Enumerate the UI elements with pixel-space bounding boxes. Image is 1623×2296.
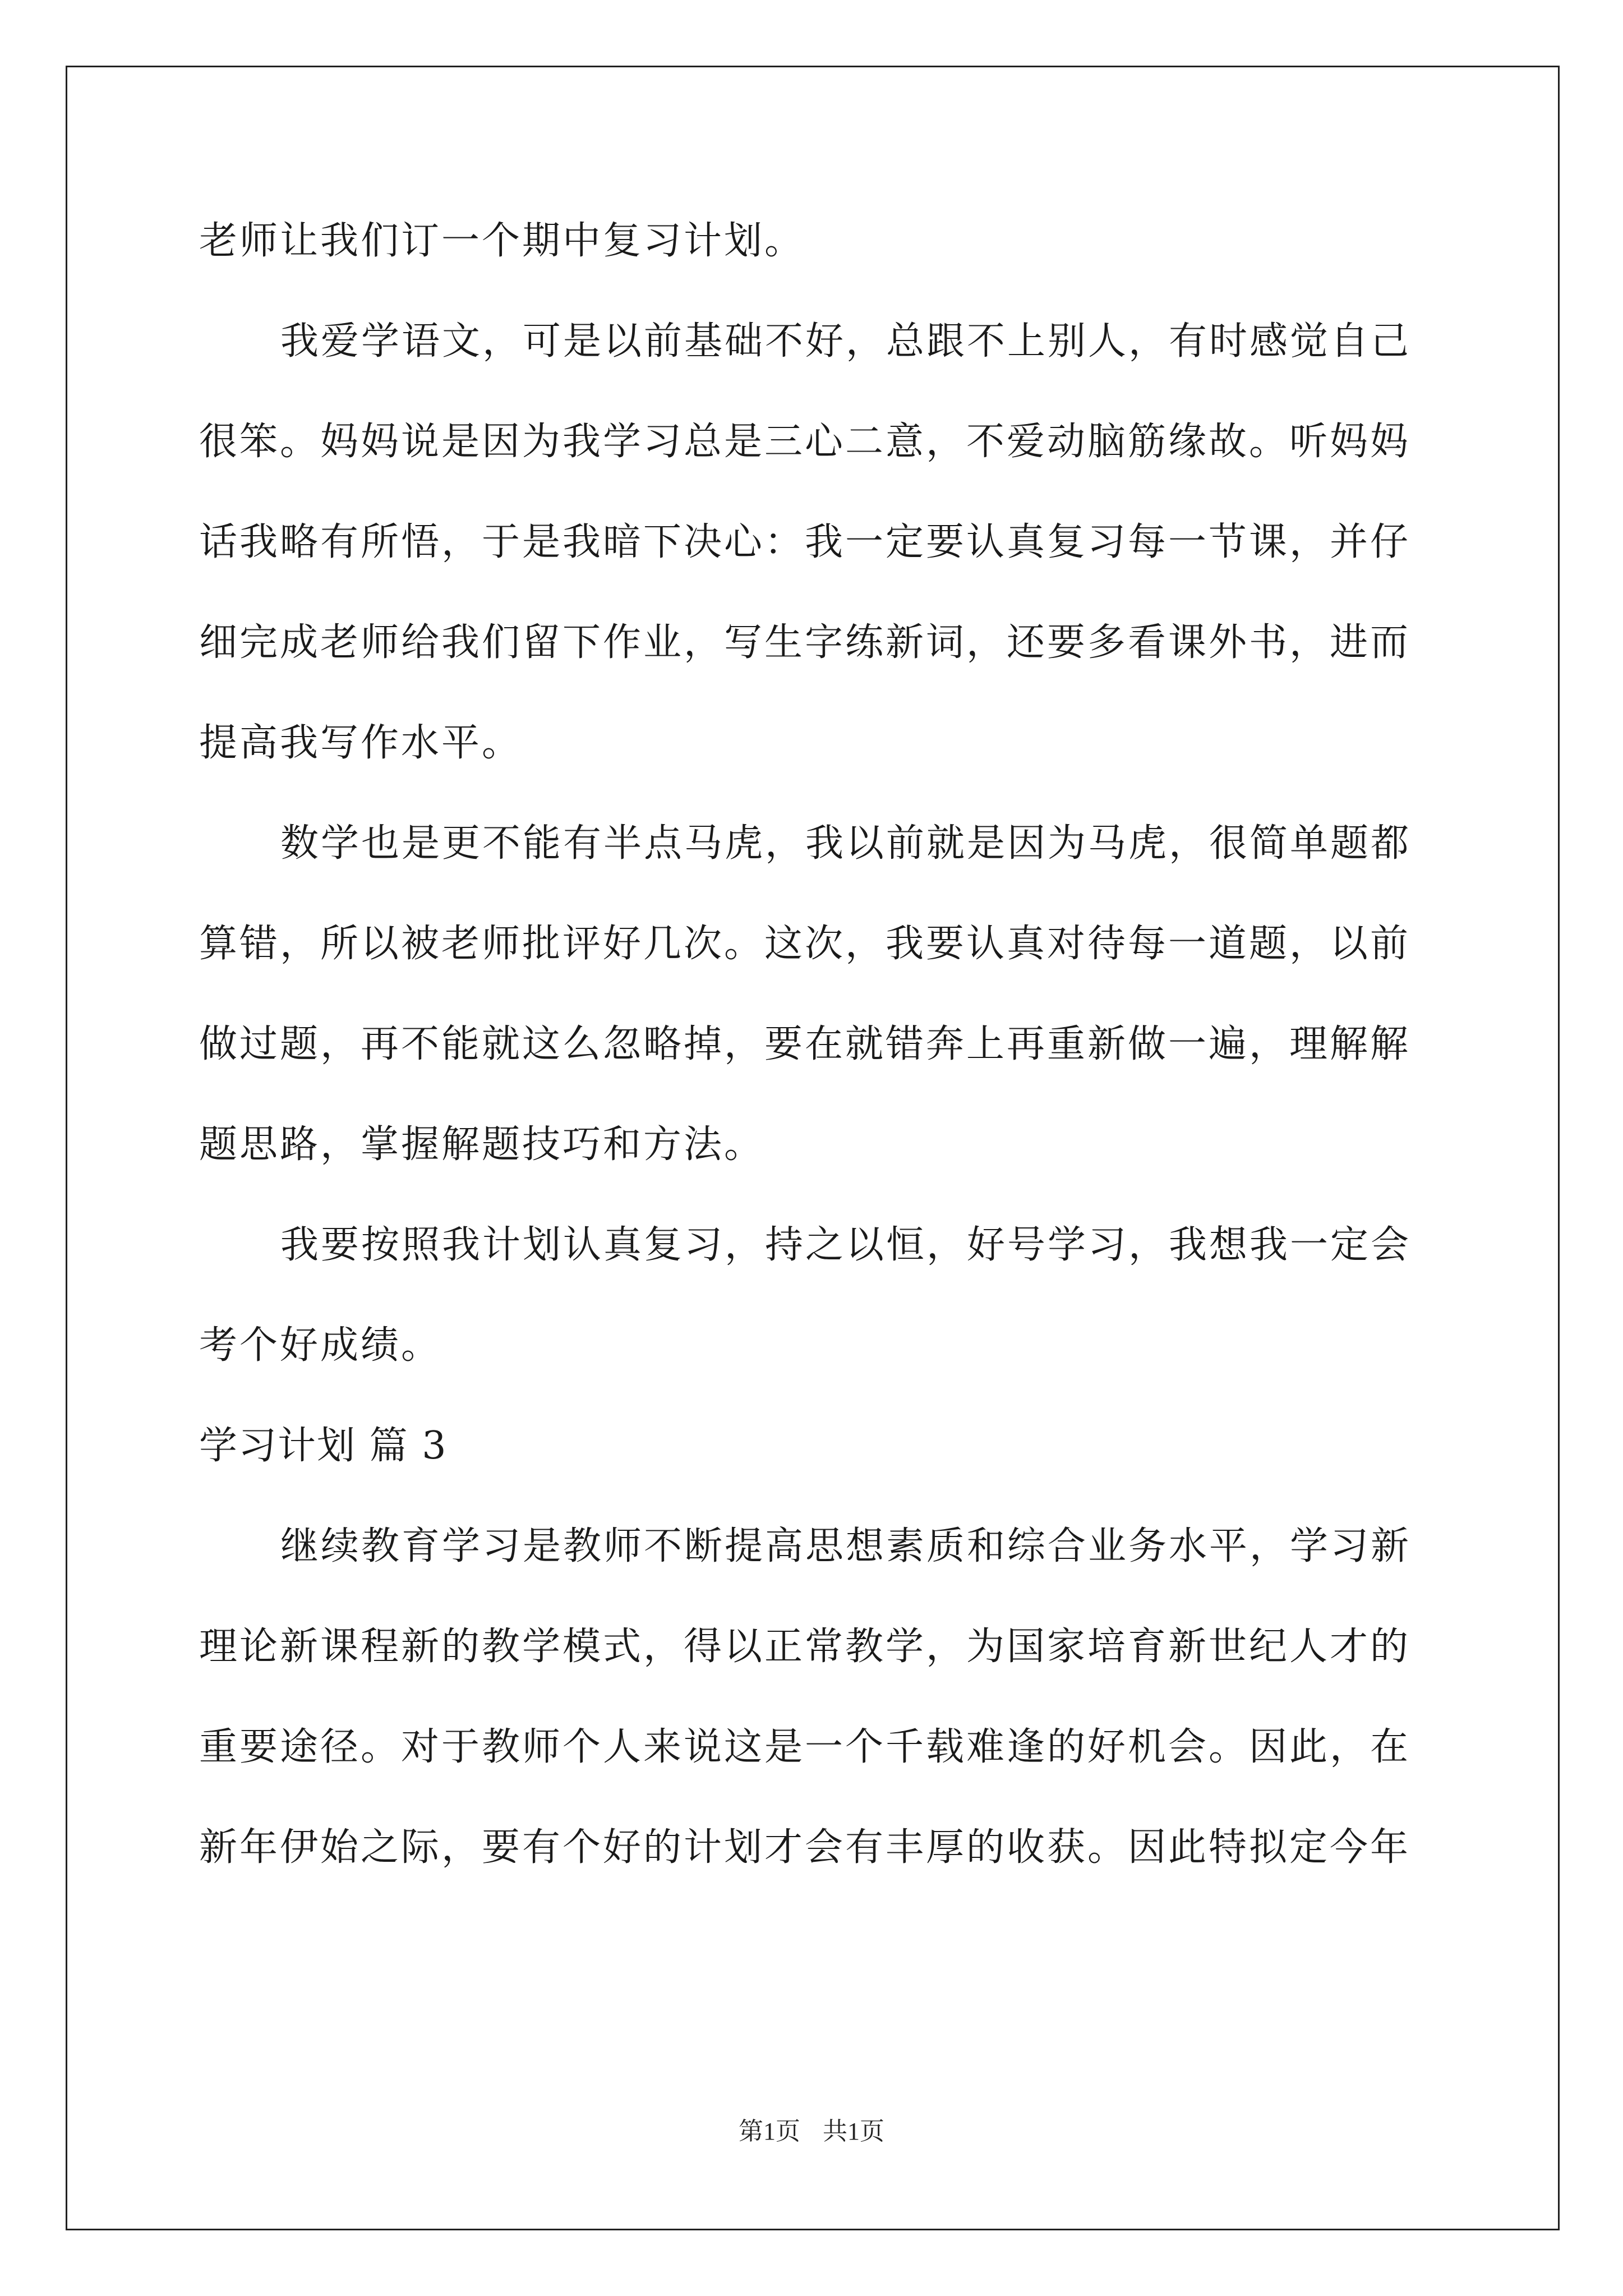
text-line: 算错，所以被老师批评好几次。这次，我要认真对待每一道题，以前 [199,922,1411,966]
page-number: 第1页 [739,2118,800,2145]
text-line: 我要按照我计划认真复习，持之以恒，好号学习，我想我一定会 [280,1223,1412,1267]
text-line: 题思路，掌握解题技巧和方法。 [199,1122,765,1167]
section-heading: 学习计划 篇 3 [199,1424,448,1468]
text-line: 考个好成绩。 [199,1323,442,1368]
text-line: 我爱学语文，可是以前基础不好，总跟不上别人，有时感觉自己 [280,319,1412,364]
text-line: 老师让我们订一个期中复习计划。 [199,219,805,263]
text-line: 做过题，再不能就这么忽略掉，要在就错奔上再重新做一遍，理解解 [199,1022,1411,1066]
page-footer [0,2115,1623,2148]
text-line: 话我略有所悟，于是我暗下决心：我一定要认真复习每一节课，并仔 [199,520,1411,564]
text-line: 很笨。妈妈说是因为我学习总是三心二意，不爱动脑筋缘故。听妈妈 [199,420,1411,464]
text-line: 新年伊始之际，要有个好的计划才会有丰厚的收获。因此特拟定今年 [199,1825,1411,1870]
text-line: 继续教育学习是教师不断提高思想素质和综合业务水平，学习新 [280,1524,1412,1568]
text-line: 提高我写作水平。 [199,721,523,765]
document-body [199,210,1433,1917]
text-line: 重要途径。对于教师个人来说这是一个千载难逢的好机会。因此，在 [199,1725,1411,1769]
text-line: 理论新课程新的教学模式，得以正常教学，为国家培育新世纪人才的 [199,1625,1411,1669]
page-total: 共1页 [823,2118,884,2145]
text-line: 数学也是更不能有半点马虎，我以前就是因为马虎，很简单题都 [280,821,1412,866]
text-line: 细完成老师给我们留下作业，写生字练新词，还要多看课外书，进而 [199,620,1411,665]
